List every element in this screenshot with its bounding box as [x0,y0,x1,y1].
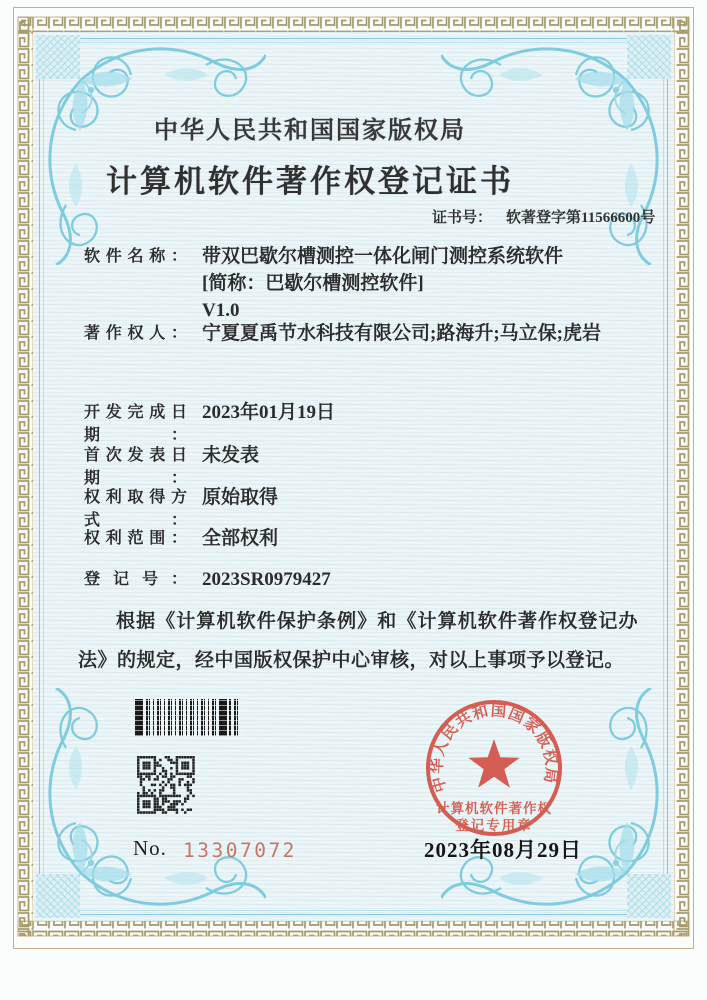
serial-number: 13307072 [183,839,297,862]
field-label: 登记号： [84,571,187,588]
field-label: 开发完成日期： [84,404,187,444]
official-seal-stamp [420,694,568,842]
field-value: 原始取得 [202,487,279,508]
field-value: 2023年01月19日 [202,402,336,423]
corner-ornament-top-right [441,35,671,265]
field-value: 全部权利 [202,528,279,549]
certificate-number-line [432,206,655,227]
field-value [202,243,632,324]
field-value: 未发表 [202,445,260,466]
field-label: 权利取得方式： [84,489,187,529]
stamp-ring-text: 中华人民共和国国家版权局 [428,702,560,795]
corner-ornament-top-left [36,35,266,265]
authority-title: 中华人民共和国国家版权局 [154,118,466,144]
field-label: 著作权人： [84,325,187,342]
barcode [135,699,241,736]
stamp-line2: 登记专用章 [455,818,533,833]
qr-code [137,756,195,814]
software-name-line2: [简称：巴歇尔槽测控软件] [202,273,424,294]
field-label: 首次发表日期： [84,447,187,487]
registration-statement: 根据《计算机软件保护条例》和《计算机软件著作权登记办法》的规定，经中国版权保护中心审核，对以上事项予以登记。 [78,611,638,671]
field-value: 宁夏夏禹节水科技有限公司;路海升;马立保;虎岩 [202,323,601,344]
certificate-number-value: 软著登字第11566600号 [506,210,656,226]
serial-no-label: No. [133,836,167,860]
certificate-number-label: 证书号： [432,210,493,226]
software-name-line3: V1.0 [202,300,240,321]
stamp-star-icon [468,739,519,788]
field-label: 权利范围： [84,530,187,547]
stamp-line1: 计算机软件著作权 [436,801,552,816]
field-value: 2023SR0979427 [202,569,331,590]
software-name-line1: 带双巴歇尔槽测控一体化闸门测控系统软件 [202,246,564,267]
issue-date: 2023年08月29日 [424,838,582,862]
certificate-title: 计算机软件著作权登记证书 [106,164,514,199]
field-label: 软件名称： [84,248,187,265]
